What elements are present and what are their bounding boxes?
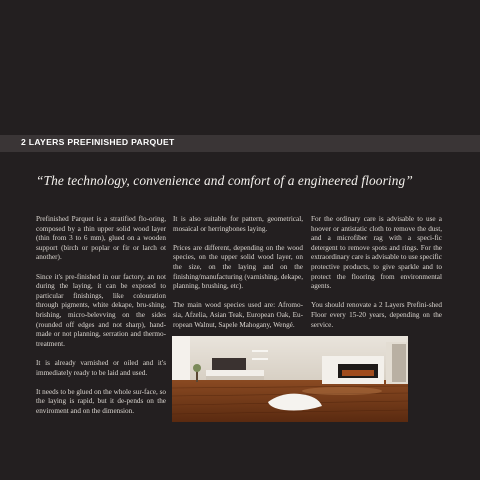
text-column-3 — [311, 215, 442, 340]
paragraph: For the ordinary care is advisable to use a hoover or antistatic cloth to remove the dust, and a microfiber rag with a speci-fic detergent to remove spots and rings. For the extraordinary care is advisable to use specific protective products, to give sparkle and to protect the flooring from environmental agents. — [311, 215, 442, 291]
text-column-2 — [173, 215, 303, 340]
paragraph: It needs to be glued on the whole sur-face, so the laying is rapid, but it de-pends on the enviroment and on the dimension. — [36, 387, 166, 415]
text-column-1 — [36, 215, 166, 426]
paragraph: The main wood species used are: Afromo-sia, Afzelia, Asian Teak, European Oak, Eu-ropean Walnut, Sapele Mahogany, Wengé. — [173, 301, 303, 329]
tagline-quote: “The technology, convenience and comfort of a engineered flooring” — [36, 173, 413, 188]
section-title: 2 LAYERS PREFINISHED PARQUET — [21, 137, 175, 147]
paragraph: Prices are different, depending on the wood species, on the upper solid wood layer, on the size, on the laying and on the finishing/manufacturing (varnishing, dekape, planning, brushing, etc). — [173, 243, 303, 291]
paragraph: It is also suitable for pattern, geometrical, mosaical or herringbones laying. — [173, 215, 303, 233]
paragraph: You should renovate a 2 Layers Prefini-shed Floor every 15-20 years, depending on the service. — [311, 301, 442, 329]
living-room-photo — [172, 336, 408, 422]
paragraph: It is already varnished or oiled and it's immediately ready to be laid and used. — [36, 358, 166, 377]
paragraph: Since it's pre-finished in our factory, an not during the laying, it can be exposed to particular finishings, like colouration through pigments, white dekape, bru-shing, brishing, micro-belevving on the sides (rounded off edges and not sharp), hand-made or not planning, serration and thermo-treatment. — [36, 272, 166, 348]
paragraph: Prefinished Parquet is a stratified flo-oring, composed by a thin upper solid wood layer (thin from 3 to 6 mm), glued on a wooden support (birch or poplar or fir or larch ot another). — [36, 215, 166, 262]
